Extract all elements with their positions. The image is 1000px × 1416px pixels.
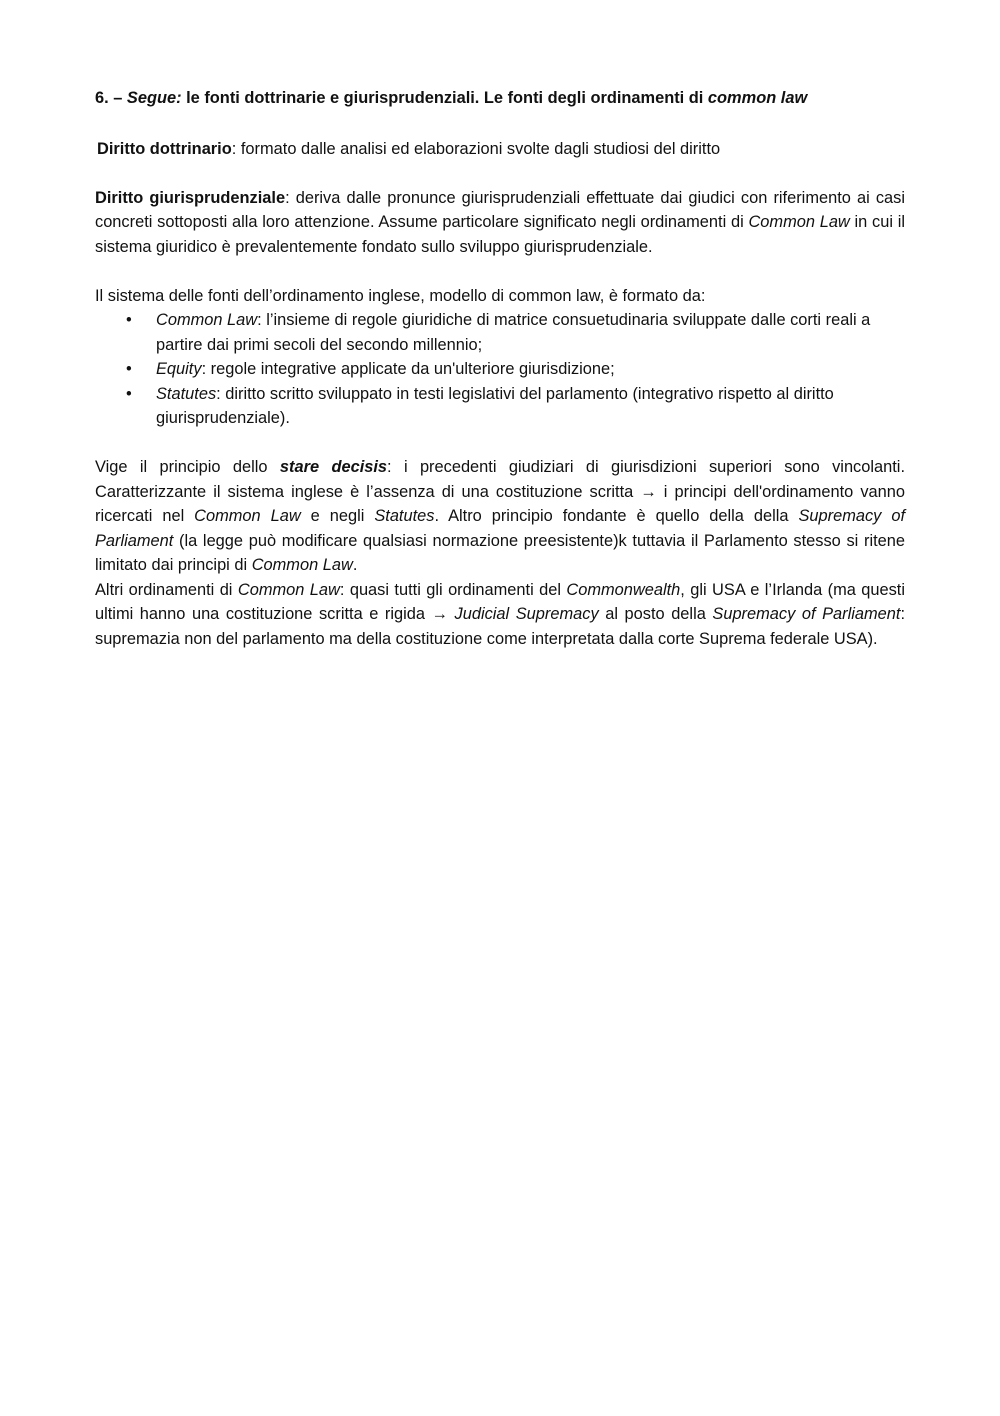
heading-segue: Segue: [126, 89, 182, 107]
spacer [95, 259, 905, 284]
text-altri-1: Altri ordinamenti di [95, 580, 238, 599]
italic-commonwealth: Commonwealth [566, 580, 681, 599]
text-stare-5: (la legge può modificare qualsiasi normazione preesistente)k tuttavia il Parlamento stesso si ritene limitato dai principi di [95, 531, 905, 574]
italic-judicial-supremacy: Judicial Supremacy [454, 605, 599, 623]
text-giurisprudenziale-1: : deriva dalle pronunce giurisprudenziali effettuate dai giudici con riferimento ai casi concreti sottoposti alla loro attenzione. Assume particolare significato negli ordinamenti di [95, 188, 905, 231]
text-stare-3: e negli [300, 507, 375, 525]
paragraph-diritto-giurisprudenziale [95, 186, 905, 260]
text-altri-5: : supremazia non del parlamento ma della costituzione come interpretata dalla corte Suprema federale USA). [95, 605, 905, 648]
italic-common-law: Common Law [194, 507, 301, 525]
text-diritto-dottrinario: : formato dalle analisi ed elaborazioni svolte dagli studiosi del diritto [231, 139, 721, 158]
list-item [95, 382, 905, 431]
term-diritto-dottrinario: Diritto dottrinario [97, 139, 232, 158]
text-altri-3: , gli USA e l’Irlanda (ma questi ultimi hanno una costituzione scritta e rigida → [95, 580, 905, 623]
sources-list [95, 308, 905, 431]
italic-supremacy-of-parliament: Supremacy of Parliament [712, 605, 901, 623]
text-stare-4: . Altro principio fondante è quello della della [434, 507, 799, 525]
italic-common-law: Common Law [251, 556, 353, 574]
text-altri-4: al posto della [598, 605, 713, 623]
text-altri-2: : quasi tutti gli ordinamenti del [339, 580, 567, 599]
term-diritto-giurisprudenziale: Diritto giurisprudenziale [95, 188, 286, 207]
term-stare-decisis: stare decisis [279, 458, 388, 476]
list-item-term: Equity [156, 360, 202, 378]
paragraph-altri-ordinamenti [95, 578, 905, 652]
list-item [95, 308, 905, 357]
bullet-glyph: • [126, 311, 132, 329]
text-stare-2: : i precedenti giudiziari di giurisdizioni superiori sono vincolanti. Caratterizzante il sistema inglese è l’assenza di una costituzione scritta → i principi dell'ordinamento vanno ricercati nel [95, 458, 905, 525]
bullet-glyph: • [126, 384, 132, 403]
spacer [95, 161, 905, 186]
heading-number: 6. – [95, 89, 127, 107]
list-item-text: : regole integrative applicate da un'ulteriore giurisdizione; [201, 360, 615, 378]
list-item [95, 357, 905, 382]
italic-common-law: Common Law [748, 213, 850, 231]
list-item-term: Common Law [156, 311, 258, 329]
list-item-text: : l’insieme di regole giuridiche di matrice consuetudinaria sviluppate dalle corti reali a partire dai primi secoli del secondo millennio; [156, 311, 871, 354]
heading-text: le fonti dottrinarie e giurisprudenziali. Le fonti degli ordinamenti di [181, 89, 708, 107]
bullet-glyph: • [126, 360, 132, 378]
spacer [95, 431, 905, 456]
paragraph-diritto-dottrinario [95, 137, 905, 162]
heading-common-law: common law [707, 89, 808, 107]
list-item-text: : diritto scritto sviluppato in testi legislativi del parlamento (integrativo rispetto al diritto giurisprudenziale). [156, 384, 834, 427]
italic-common-law: Common Law [237, 580, 340, 599]
italic-statutes: Statutes [374, 507, 435, 525]
list-item-term: Statutes [156, 384, 217, 403]
document-page [95, 86, 905, 651]
text-giurisprudenziale-2: in cui il sistema giuridico è prevalentemente fondato sullo sviluppo giurisprudenziale. [95, 213, 905, 256]
text-stare-1: Vige il principio dello [95, 458, 280, 476]
paragraph-stare-decisis [95, 455, 905, 578]
text-stare-6: . [352, 556, 358, 574]
section-heading [95, 86, 905, 111]
paragraph-sistema-fonti: Il sistema delle fonti dell’ordinamento inglese, modello di common law, è formato da: [95, 286, 706, 305]
italic-supremacy-of-parliament: Supremacy of Parliament [95, 507, 905, 550]
